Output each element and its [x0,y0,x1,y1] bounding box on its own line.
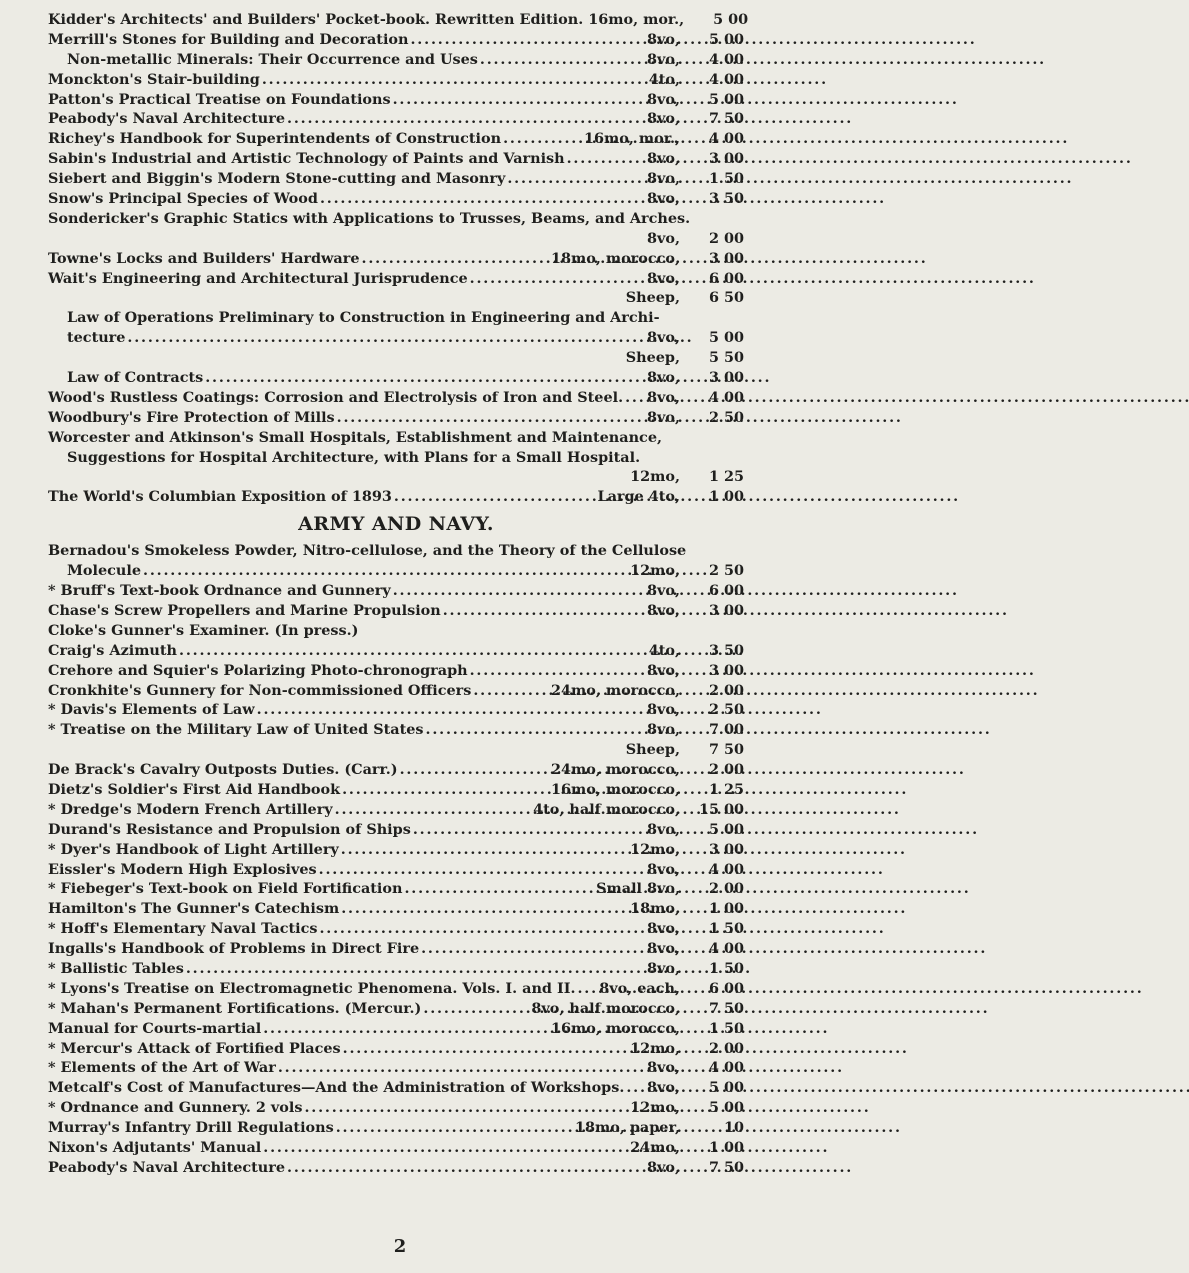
dot-leader [319,860,646,880]
dot-leader [287,1158,646,1178]
entry-format: 4to, [648,70,680,88]
dot-leader [337,408,646,428]
entry-format: 8vo, [647,170,680,188]
dot-leader [262,70,648,90]
entry-title: Kidder's Architects' and Builders' Pocket-book. Rewritten Edition. 16mo, mor., [48,11,685,28]
entry-price: 3 00 [708,249,744,267]
dot-leader [393,581,646,601]
entry-price: 1 25 [708,780,744,798]
entry-price: 4 00 [708,1059,744,1077]
entry-title: * Fiebeger's Text-book on Field Fortification [48,880,403,898]
dot-leader [186,959,646,979]
entry-title: Durand's Resistance and Propulsion of Ships [48,820,411,838]
catalog-entry [48,90,744,110]
entry-title: * Ballistic Tables [48,959,184,977]
entry-price: 1 50 [708,170,744,188]
catalog-entry [48,720,744,740]
entry-title: * Mahan's Permanent Fortifications. (Mercur.) [48,999,422,1017]
entry-title: Siebert and Biggin's Modern Stone-cutting and Masonry [48,170,506,188]
entry-price: 5 00 [708,1099,744,1117]
entry-format: 8vo, [647,1059,680,1077]
entry-format: 12mo, [630,1039,680,1057]
catalog-entry [48,368,744,388]
entry-price: 2 50 [708,408,744,426]
entry-price: 6 00 [708,269,744,287]
entry-price: 3 00 [708,369,744,387]
entry-format: 8vo, [647,30,680,48]
entry-format: 24mo, [630,1138,680,1156]
entry-price: 4 00 [708,388,744,406]
catalog-entry [48,581,744,601]
catalog-entry [48,209,744,229]
dot-leader [626,1078,646,1098]
entry-price: 10 [723,1119,744,1137]
catalog-binding-line [48,740,744,760]
entry-title: The World's Columbian Exposition of 1893 [48,488,392,506]
dot-leader [320,189,646,209]
entry-title: Woodbury's Fire Protection of Mills [48,408,335,426]
catalog-entry [48,780,744,800]
dot-leader [287,109,646,129]
entry-price: 3 00 [708,150,744,168]
entry-title: Eissler's Modern High Explosives [48,860,317,878]
catalog-entry [48,820,744,840]
dot-leader [470,269,646,289]
entry-format: 8vo, [647,820,680,838]
entry-price: 4 00 [708,940,744,958]
entry-format: 8vo, [647,369,680,387]
catalog-entry [48,487,744,507]
catalog-entry [48,641,744,661]
entry-price: 3 50 [708,641,744,659]
entry-format: 8vo, [647,959,680,977]
entry-title: * Dredge's Modern French Artillery [48,800,333,818]
entry-title: De Brack's Cavalry Outposts Duties. (Carr.) [48,761,398,779]
dot-leader [319,919,646,939]
entry-price: 4 00 [708,860,744,878]
entry-title: Manual for Courts-martial [48,1019,262,1037]
entry-title: Wood's Rustless Coatings: Corrosion and Electrolysis of Iron and Steel. [48,388,624,406]
catalog-entry [48,1158,744,1178]
catalog-entry [48,1098,744,1118]
entry-title: Murray's Infantry Drill Regulations [48,1119,334,1137]
entry-title: Towne's Locks and Builders' Hardware [48,249,360,267]
entry-title: Law of Contracts [67,369,204,387]
entry-title: Wait's Engineering and Architectural Jurisprudence [48,269,468,287]
entry-price: 5 00 [708,30,744,48]
dot-leader [503,129,583,149]
catalog-entry [48,681,744,701]
entry-title: Peabody's Naval Architecture [48,110,286,128]
entry-format: Sheep, [625,289,680,307]
dot-leader [143,561,629,581]
dot-leader [443,601,646,621]
entry-title: Ingalls's Handbook of Problems in Direct Fire [48,940,420,958]
entry-title: Chase's Screw Propellers and Marine Propulsion [48,601,441,619]
entry-title: Sondericker's Graphic Statics with Applications to Trusses, Beams, and Arches. [48,209,691,227]
entry-format: 8vo, [647,1158,680,1176]
entry-price: 7 50 [708,741,744,759]
entry-title: * Treatise on the Military Law of United States [48,721,424,739]
dot-leader [341,899,629,919]
entry-price: 2 50 [708,701,744,719]
catalog-entry [48,979,744,999]
dot-leader [423,999,530,1019]
entry-title: * Davis's Elements of Law [48,701,255,719]
entry-price: 3 50 [708,190,744,208]
entry-title: Bernadou's Smokeless Powder, Nitro-cellulose, and the Theory of the Cellulose [48,542,687,560]
catalog-entry [48,1138,744,1158]
entry-format: 8vo, each, [599,979,680,997]
entry-price: 1 25 [708,468,744,486]
dot-leader [304,1098,629,1118]
entry-title: tecture [67,329,126,347]
catalog-entry [48,428,744,448]
entry-title: Metcalf's Cost of Manufactures—And the Administration of Workshops. [48,1079,625,1097]
entry-format: Sheep, [625,741,680,759]
entry-price: 5 50 [708,349,744,367]
dot-leader [335,800,532,820]
catalog-entry [48,939,744,959]
dot-leader [278,1058,646,1078]
entry-price: 2 00 [708,681,744,699]
entry-price: 5 00 [713,11,749,28]
entry-title: Snow's Principal Species of Wood [48,190,318,208]
entry-price: 7 50 [708,999,744,1017]
entry-format: 16mo, morocco, [550,780,680,798]
entry-format: Small 8vo, [596,880,680,898]
catalog-entry [48,601,744,621]
entry-format: 18mo, [630,900,680,918]
entry-price: 4 00 [708,70,744,88]
catalog-entry [48,448,744,468]
catalog-entry [48,109,744,129]
entry-price: 3 00 [708,601,744,619]
catalog-entry [48,169,744,189]
entry-format: 12mo, [630,562,680,580]
dot-leader [404,879,595,899]
entry-price: 1 00 [708,900,744,918]
entry-format: 8vo, [647,1079,680,1097]
dot-leader [263,1019,550,1039]
catalog-entry [48,1118,744,1138]
dot-leader [263,1138,629,1158]
entry-price: 1 50 [708,1019,744,1037]
entry-title: Monckton's Stair-building [48,70,260,88]
dot-leader [400,760,550,780]
entry-format: 8vo, half morocco, [531,999,680,1017]
dot-leader [393,90,646,110]
entry-title: Crehore and Squier's Polarizing Photo-chronograph [48,661,468,679]
entry-price: 1 50 [708,920,744,938]
entry-title: * Ordnance and Gunnery. 2 vols [48,1099,303,1117]
catalog-binding-line [48,229,744,249]
entry-price: 6 00 [708,979,744,997]
dot-leader [394,487,597,507]
catalog-entry [48,919,744,939]
catalog-binding-line [48,288,744,308]
entry-format: 12mo, [630,468,680,486]
entry-title: * Mercur's Attack of Fortified Places [48,1039,341,1057]
entry-format: 8vo, [647,920,680,938]
catalog-entry [48,149,744,169]
entry-format: 18mo, morocco, [550,249,680,267]
dot-leader [343,1039,629,1059]
catalog-entry [48,959,744,979]
dot-leader [179,641,648,661]
entry-title: Merrill's Stones for Building and Decoration [48,30,409,48]
entry-price: 5 00 [708,329,744,347]
catalog-entry [48,621,744,641]
entry-title: Non-metallic Minerals: Their Occurrence and Uses [67,50,478,68]
entry-format: 8vo, [647,329,680,347]
entry-title: * Elements of the Art of War [48,1059,276,1077]
entry-title: Craig's Azimuth [48,641,178,659]
entry-price: 2 50 [708,562,744,580]
entry-format: 16mo, morocco, [550,1019,680,1037]
dot-leader [127,328,646,348]
catalog-entry [48,249,744,269]
catalog-entry [48,700,744,720]
catalog-entry [48,269,744,289]
catalog-entry [48,999,744,1019]
entry-price: 2 00 [708,880,744,898]
page-number: 2 [393,1236,407,1257]
entry-price: 6 00 [708,582,744,600]
catalog-binding-line [48,348,744,368]
dot-leader [341,840,629,860]
dot-leader [413,820,646,840]
entry-format: 12mo, [630,840,680,858]
entry-format: 8vo, [647,90,680,108]
catalog-entry [48,561,744,581]
catalog-list [48,10,749,1178]
dot-leader [426,720,647,740]
dot-leader [257,700,646,720]
entry-format: 16mo, mor., [584,130,680,148]
entry-price: 7 50 [708,110,744,128]
entry-price: 4 00 [708,50,744,68]
catalog-entry [48,70,744,90]
entry-format: 12mo, [630,1099,680,1117]
entry-format: Large 4to, [597,488,680,506]
entry-title: Nixon's Adjutants' Manual [48,1138,262,1156]
dot-leader [470,661,646,681]
entry-title: Cloke's Gunner's Examiner. (In press.) [48,621,359,639]
entry-format: 8vo, [647,661,680,679]
entry-format: 8vo, [647,408,680,426]
entry-format: 18mo, paper, [574,1119,680,1137]
entry-title: Hamilton's The Gunner's Catechism [48,900,340,918]
entry-format: 8vo, [647,388,680,406]
catalog-entry [48,840,744,860]
entry-title: Molecule [67,562,141,580]
entry-price: 1 00 [708,1138,744,1156]
entry-format: 24mo, morocco, [550,681,680,699]
entry-format: 4to, [648,641,680,659]
catalog-binding-line [48,467,744,487]
dot-leader [410,30,646,50]
entry-format: 8vo, [647,601,680,619]
entry-price: 3 00 [708,840,744,858]
entry-price: 2 00 [708,1039,744,1057]
entry-format: 8vo, [647,190,680,208]
catalog-entry [48,879,744,899]
dot-leader [362,249,550,269]
entry-price: 7 50 [708,1158,744,1176]
entry-format: 8vo, [647,50,680,68]
entry-title: * Dyer's Handbook of Light Artillery [48,840,339,858]
entry-title: * Bruff's Text-book Ordnance and Gunnery [48,582,391,600]
entry-title: * Lyons's Treatise on Electromagnetic Phenomena. Vols. I. and II. [48,979,576,997]
catalog-entry [48,308,744,328]
catalog-entry [48,1019,744,1039]
catalog-entry [48,10,749,30]
dot-leader [205,368,646,388]
entry-format: 8vo, [647,940,680,958]
catalog-entry [48,30,744,50]
entry-price: 1 50 [708,959,744,977]
catalog-entry [48,1039,744,1059]
entry-title: * Hoff's Elementary Naval Tactics [48,920,318,938]
dot-leader [473,681,550,701]
entry-price: 5 00 [708,1079,744,1097]
catalog-entry [48,899,744,919]
catalog-entry [48,50,744,70]
entry-price: 3 00 [708,661,744,679]
catalog-entry [48,1078,744,1098]
entry-title: Suggestions for Hospital Architecture, with Plans for a Small Hospital. [67,448,641,466]
catalog-entry [48,661,744,681]
dot-leader [480,50,646,70]
catalog-entry [48,328,744,348]
section-heading: ARMY AND NAVY. [298,513,494,536]
entry-title: Law of Operations Preliminary to Construction in Engineering and Archi- [67,309,660,327]
entry-format: 24mo, morocco, [550,761,680,779]
dot-leader [421,939,646,959]
entry-format: 4to, half morocco, [533,800,680,818]
entry-format: 8vo, [647,269,680,287]
entry-title: Worcester and Atkinson's Small Hospitals, Establishment and Maintenance, [48,428,662,446]
dot-leader [625,388,646,408]
catalog-entry [48,541,744,561]
entry-format: Sheep, [625,349,680,367]
catalog-entry [48,408,744,428]
entry-price: 15 00 [698,800,744,818]
entry-format: 8vo, [647,701,680,719]
entry-price: 2 00 [708,229,744,247]
catalog-entry [48,189,744,209]
catalog-entry [48,388,744,408]
dot-leader [577,979,598,999]
entry-price: 7 00 [708,721,744,739]
entry-format: 8vo, [647,860,680,878]
entry-format: 8vo, [647,150,680,168]
entry-price: 1 00 [708,488,744,506]
entry-format: 8vo, [647,582,680,600]
entry-price: 6 50 [708,289,744,307]
catalog-entry [48,860,744,880]
catalog-entry [48,129,744,149]
entry-title: Patton's Practical Treatise on Foundations [48,90,391,108]
entry-title: Peabody's Naval Architecture [48,1158,286,1176]
entry-title: Richey's Handbook for Superintendents of Construction [48,130,502,148]
entry-price: 5 00 [708,820,744,838]
entry-format: 8vo, [647,229,680,247]
catalog-entry [48,800,744,820]
entry-title: Cronkhite's Gunnery for Non-commissioned Officers [48,681,472,699]
catalog-entry [48,760,744,780]
entry-format: 8vo, [647,721,680,739]
catalog-entry [48,1058,744,1078]
dot-leader [567,149,646,169]
entry-price: 4 00 [708,130,744,148]
entry-price: 5 00 [708,90,744,108]
entry-price: 2 00 [708,761,744,779]
entry-title: Sabin's Industrial and Artistic Technology of Paints and Varnish [48,150,565,168]
entry-title: Dietz's Soldier's First Aid Handbook [48,780,341,798]
entry-format: 8vo, [647,110,680,128]
dot-leader [336,1118,574,1138]
dot-leader [342,780,550,800]
dot-leader [507,169,646,189]
